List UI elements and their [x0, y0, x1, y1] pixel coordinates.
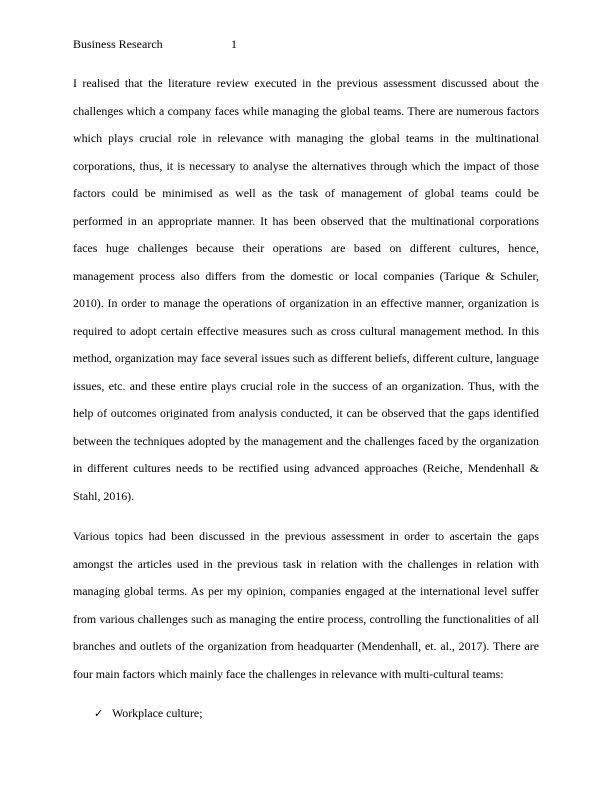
body-paragraph: I realised that the literature review executed in the previous assessment discussed about the challenges which a company faces while managing the global teams. There are numerous factors which plays crucial role in relevance with managing the global teams in the multinational corporations, thus, it is necessary to analyse the alternatives through which the impact of those factors could be minimised as well as the task of management of global teams could be performed in an appropriate manner. It has been observed that the multinational corporations faces huge challenges because their operations are based on different cultures, hence, management process also differs from the domestic or local companies (Tarique & Schuler, 2010). In order to manage the operations of organization in an effective manner, organization is required to adopt certain effective measures such as cross cultural management method. In this method, organization may face several issues such as different beliefs, different culture, language issues, etc. and these entire plays crucial role in the success of an organization. Thus, with the help of outcomes originated from analysis conducted, it can be observed that the gaps identified between the techniques adopted by the management and the challenges faced by the organization in different cultures needs to be rectified using advanced approaches (Reiche, Mendenhall & Stahl, 2016).: [73, 76, 539, 503]
bullet-item: [94, 699, 539, 727]
running-head: Business Research: [73, 37, 163, 51]
page-number: 1: [231, 37, 237, 51]
page-header: [73, 36, 539, 52]
checkmark-icon: ✓: [94, 707, 104, 720]
body-paragraph: Various topics had been discussed in the previous assessment in order to ascertain the gaps amongst the articles used in the previous task in relation with the challenges in relation with managing global terms. As per my opinion, companies engaged at the international level suffer from various challenges such as managing the entire process, controlling the functionalities of all branches and outlets of the organization from headquarter (Mendenhall, et. al., 2017). There are four main factors which mainly face the challenges in relevance with multi-cultural teams:: [73, 529, 539, 681]
bullet-text: Workplace culture;: [112, 706, 203, 720]
